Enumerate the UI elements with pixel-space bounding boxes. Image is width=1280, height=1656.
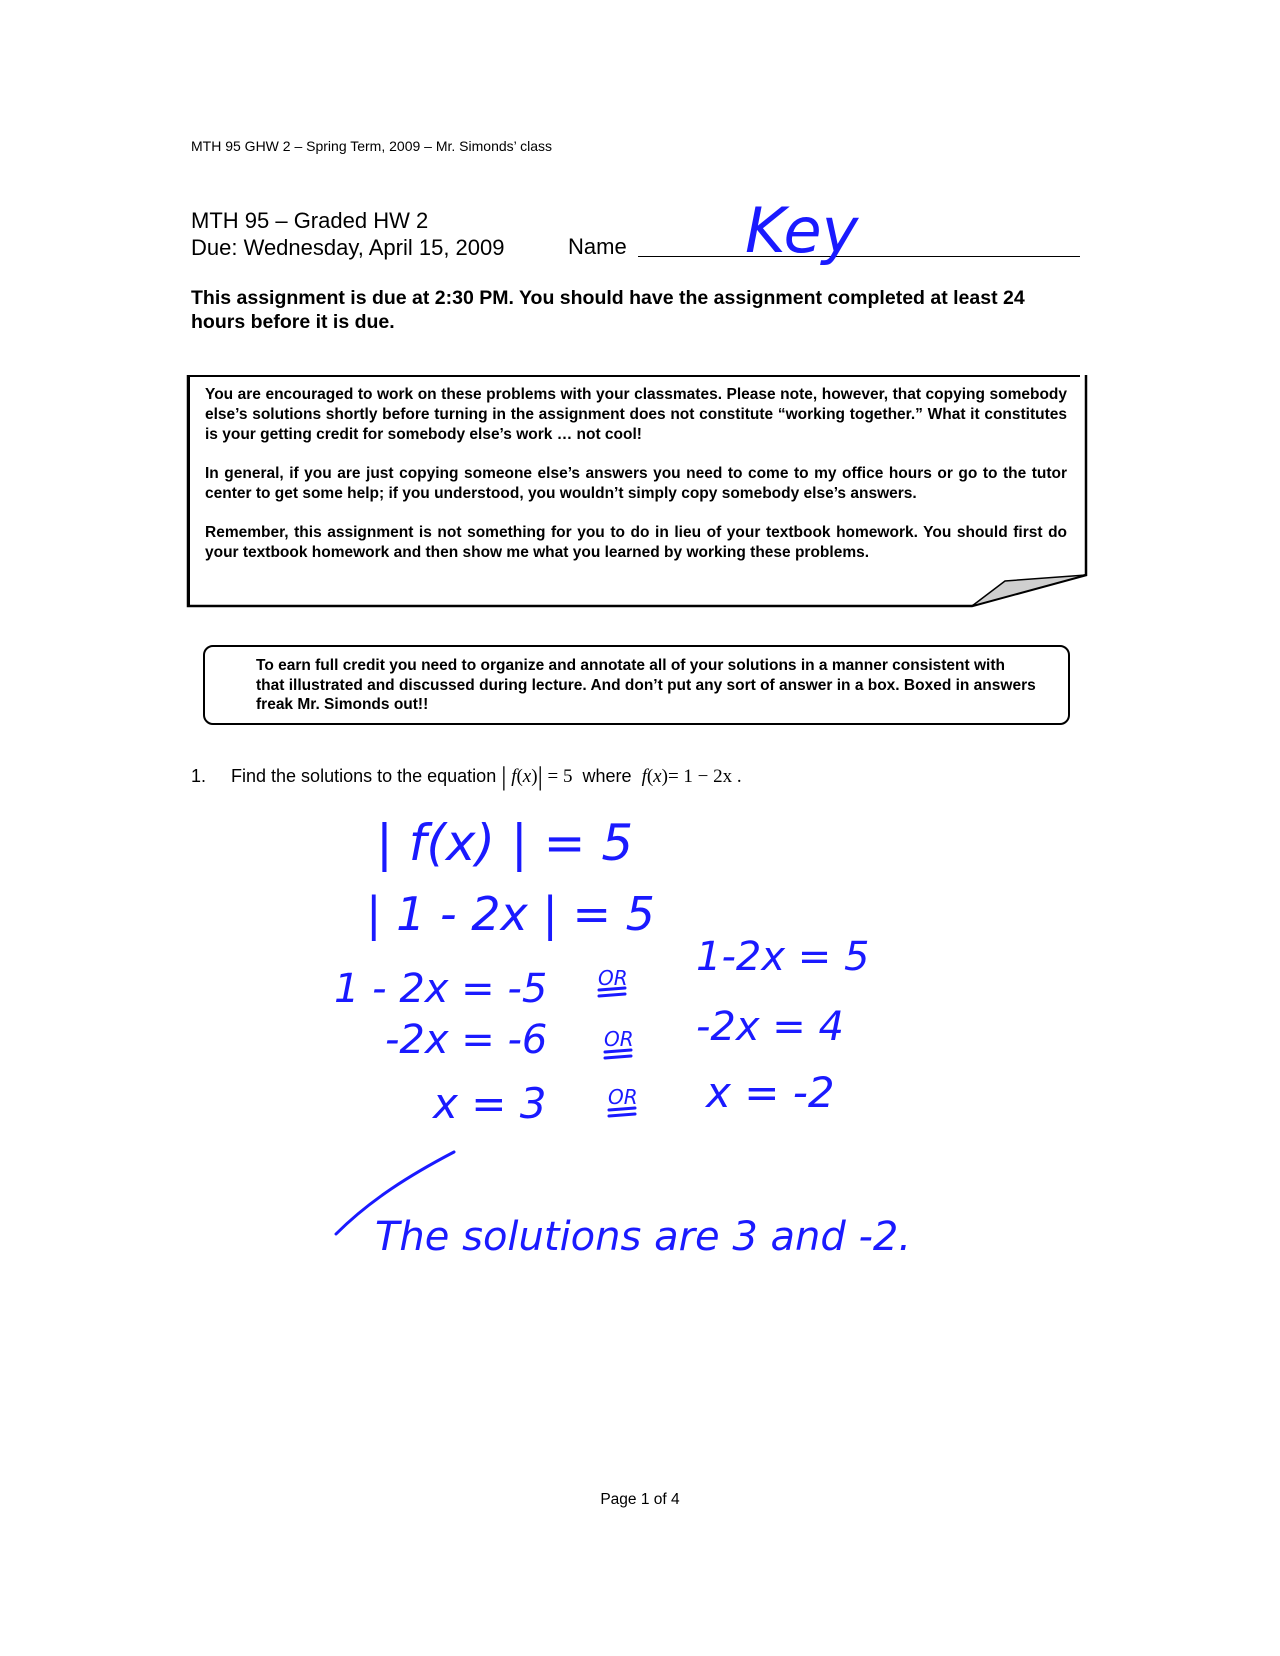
problem-text-a: Find the solutions to the equation [231,766,497,786]
or-label-3: OR [608,1085,638,1109]
due-notice: This assignment is due at 2:30 PM. You should have the assignment completed at least 24 hours before it is due. [191,287,1025,333]
credit-note-text: To earn full credit you need to organize and annotate all of your solutions in a manner consistent with that illustrated and discussed during lecture. And don’t put any sort of answer in a box. Boxed in answers freak Mr. Simonds out!! [256,657,1036,713]
or-label-2: OR [604,1027,634,1051]
work-line-5-right: x = -2 [706,1068,835,1117]
name-value: Key [745,194,859,267]
equation-abs-rhs: = 5 [547,766,573,787]
equation-f: f(x) [641,766,668,787]
page-number: Page 1 of 4 [600,1491,680,1508]
work-line-4-left: -2x = -6 [385,1017,548,1063]
work-line-2: | 1 - 2x | = 5 [366,887,655,941]
due-date: Due: Wednesday, April 15, 2009 [191,235,505,260]
problem-number: 1. [191,766,207,786]
name-label: Name [568,234,627,259]
work-line-5-left: x = 3 [433,1079,547,1128]
equation-f-rhs: = 1 − 2x . [667,766,742,787]
problem-text-b: where [582,766,632,786]
work-line-1: | f(x) | = 5 [376,814,634,872]
collab-paragraph-1: You are encouraged to work on these problems with your classmates. Please note, however, that copying somebody else’s solutions shortly before turning in the assignment does not constitute “working together.” What it constitutes is your getting credit for somebody else’s work … not cool! [205,386,1067,443]
collab-paragraph-2: In general, if you are just copying someone else’s answers you need to come to my office hours or go to the tutor center to get some help; if you understood, you wouldn’t simply copy somebody else’s answers. [205,465,1067,502]
or-label-1: OR [598,966,628,990]
course-title: MTH 95 – Graded HW 2 [191,208,429,233]
collab-paragraph-3: Remember, this assignment is not something for you to do in lieu of your textbook homework. You should first do your textbook homework and then show me what you learned by working these problems. [205,524,1067,561]
running-header: MTH 95 GHW 2 – Spring Term, 2009 – Mr. Simonds’ class [191,138,553,154]
work-line-4-right: -2x = 4 [696,1004,844,1050]
equation-abs: | f(x)| [501,762,543,791]
work-line-3-left: 1 - 2x = -5 [334,966,548,1012]
work-line-3-right: 1-2x = 5 [696,934,870,980]
conclusion: The solutions are 3 and -2. [375,1214,912,1260]
